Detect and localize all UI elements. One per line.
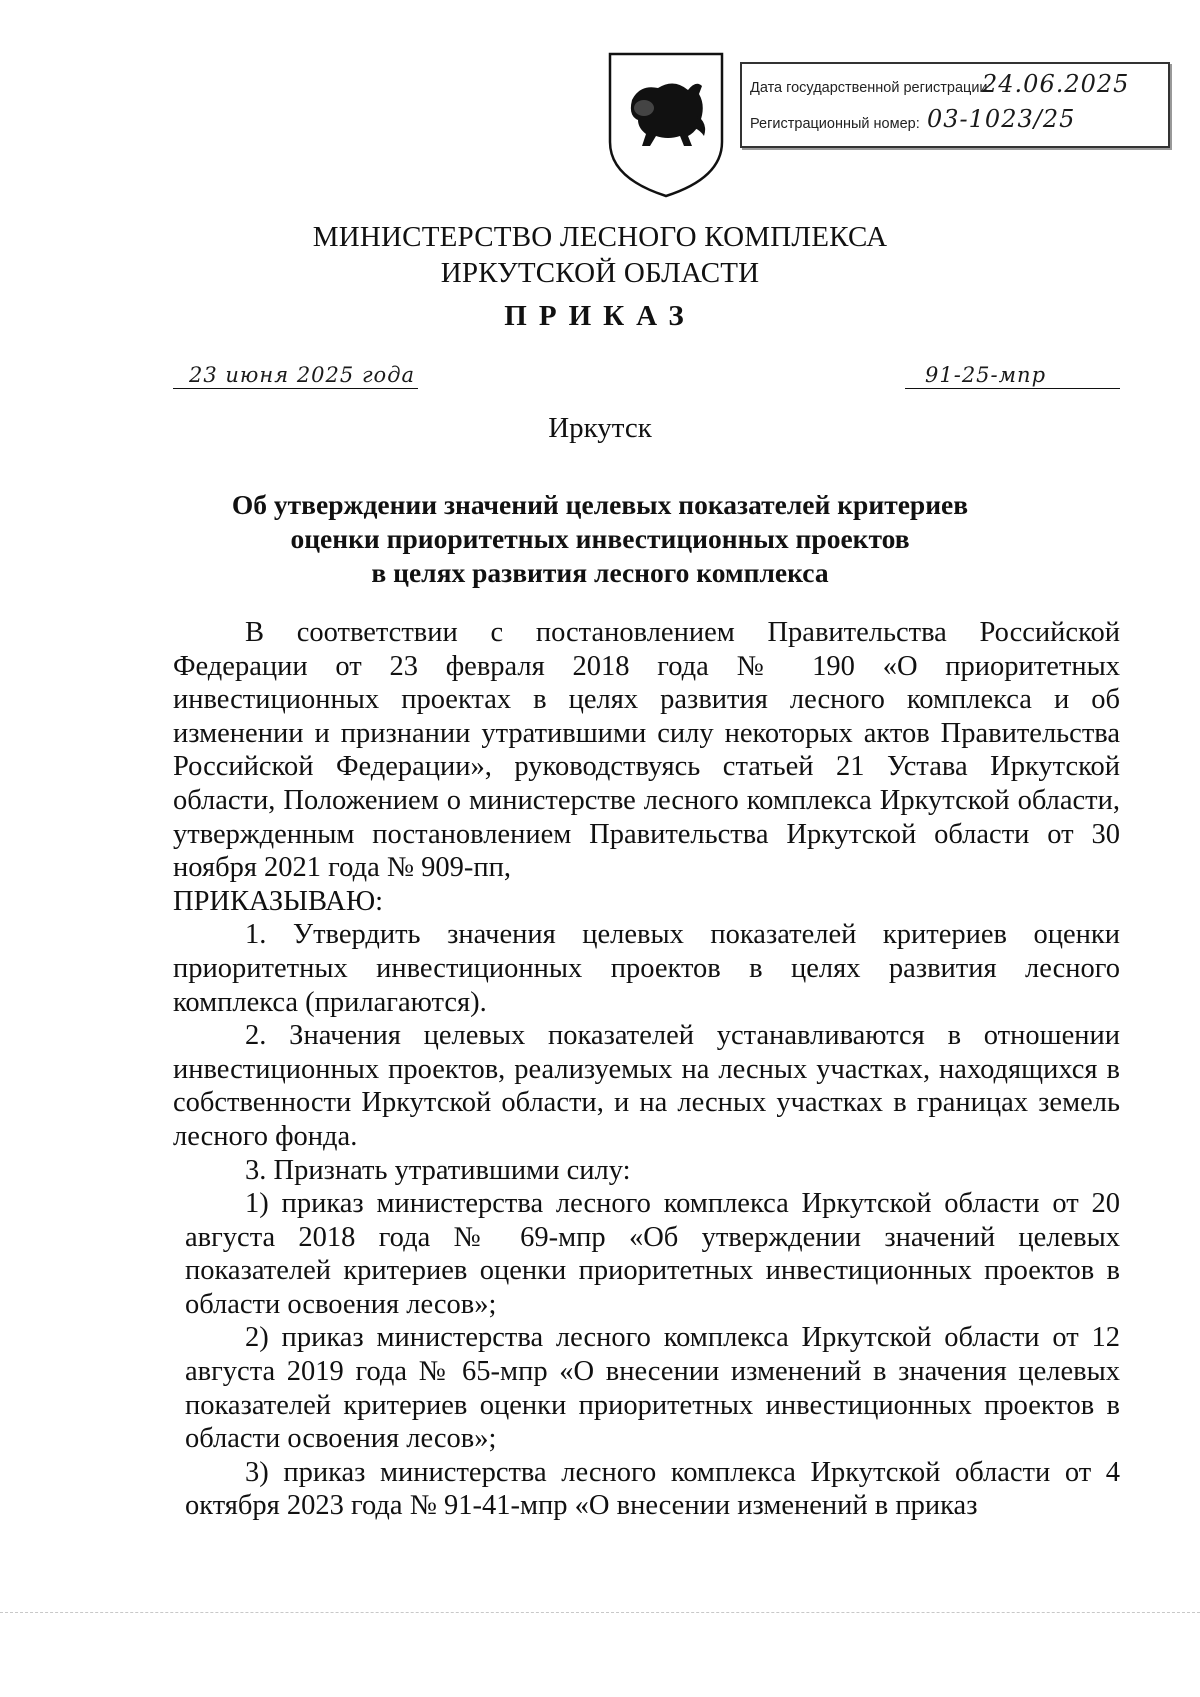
item-2-paragraph: 2. Значения целевых показателей устанавливаются в отношении инвестиционных проектов, реализуемых на лесных участках, находящихся в собственности Иркутской области, и на лесных участках в границах земель лесного фонда.: [173, 1020, 1120, 1152]
order-date-handwritten: 23 июня 2025 года: [189, 363, 416, 387]
subject-line2: оценки приоритетных инвестиционных проектов: [290, 523, 910, 554]
registration-number-value: 03-1023/25: [927, 105, 1076, 133]
item-1-paragraph: 1. Утвердить значения целевых показателей критериев оценки приоритетных инвестиционных проектов в целях развития лесного комплекса (прилагаются).: [173, 919, 1120, 1018]
registration-date-value: 24.06.2025: [982, 70, 1130, 98]
registration-stamp: [740, 62, 1170, 148]
subject-line3: в целях развития лесного комплекса: [371, 557, 829, 588]
coat-of-arms-icon: [604, 50, 728, 200]
preamble-paragraph: В соответствии с постановлением Правительства Российской Федерации от 23 февраля 2018 года № 190 «О приоритетных инвестиционных проектах в целях развития лесного комплекса и об изменении и признании утратившими силу некоторых актов Правительства Российской Федерации», руководствуясь статьей 21 Устава Иркутской области, Положением о министерстве лесного комплекса Иркутской области, утвержденным постановлением Правительства Иркутской области от 30 ноября 2021 года № 909-пп,: [173, 617, 1120, 884]
item-3-paragraph: 3. Признать утратившими силу:: [245, 1154, 631, 1186]
ministry-name-line1: МИНИСТЕРСТВО ЛЕСНОГО КОМПЛЕКСА: [312, 221, 888, 253]
page-bottom-rule: [0, 1612, 1200, 1613]
order-number-line: [905, 356, 1120, 389]
registration-number-label: Регистрационный номер:: [750, 116, 920, 132]
order-date-line: [173, 356, 418, 389]
ministry-name-line2: ИРКУТСКОЙ ОБЛАСТИ: [440, 257, 760, 289]
registration-date-label: Дата государственной регистрации:: [750, 80, 992, 96]
order-subject: [0, 488, 1200, 590]
item-3-3-paragraph: 3) приказ министерства лесного комплекса Иркутской области от 4 октября 2023 года № 91-41-мпр «О внесении изменений в приказ: [185, 1456, 1120, 1522]
city-name: Иркутск: [548, 412, 652, 444]
subject-line1: Об утверждении значений целевых показателей критериев: [231, 489, 969, 520]
item-3-2-paragraph: 2) приказ министерства лесного комплекса Иркутской области от 12 августа 2019 года № 65-мпр «О внесении изменений в значения целевых показателей критериев оценки приоритетных инвестиционных проектов в области освоения лесов»;: [185, 1322, 1120, 1455]
order-word: ПРИКАЗЫВАЮ:: [173, 885, 384, 917]
order-body: [173, 616, 1120, 1523]
item-3-1-paragraph: 1) приказ министерства лесного комплекса Иркутской области от 20 августа 2018 года № 69-мпр «Об утверждении значений целевых показателей критериев оценки приоритетных инвестиционных проектов в области освоения лесов»;: [185, 1188, 1120, 1320]
document-type-title: ПРИКАЗ: [504, 300, 696, 332]
order-number-handwritten: 91-25-мпр: [925, 363, 1047, 387]
